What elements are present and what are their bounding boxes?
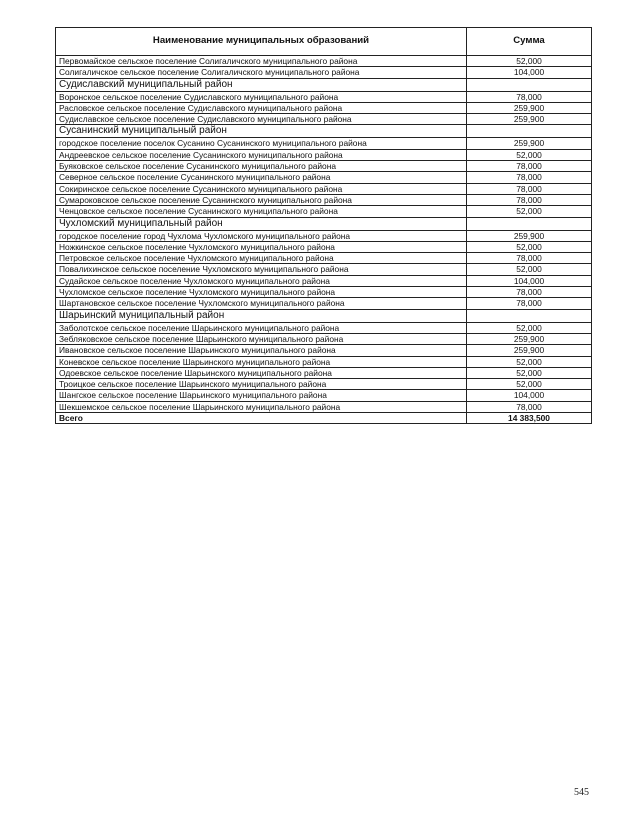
table-row xyxy=(56,194,592,205)
table-row xyxy=(56,401,592,412)
table-row xyxy=(56,172,592,183)
table-row xyxy=(56,149,592,160)
amount-cell xyxy=(467,78,592,91)
amount-cell: 259,900 xyxy=(467,138,592,149)
municipality-name-cell: Северное сельское поселение Сусанинского муниципального района xyxy=(56,172,467,183)
total-row xyxy=(56,413,592,424)
table-row xyxy=(56,91,592,102)
municipality-name-cell: городское поселение поселок Сусанино Сусанинского муниципального района xyxy=(56,138,467,149)
municipality-name-cell: Расловское сельское поселение Судиславского муниципального района xyxy=(56,102,467,113)
municipality-name-cell: Повалихинское сельское поселение Чухломского муниципального района xyxy=(56,264,467,275)
amount-cell: 52,000 xyxy=(467,149,592,160)
municipality-name-cell: Ченцовское сельское поселение Сусанинского муниципального района xyxy=(56,206,467,217)
amount-cell: 78,000 xyxy=(467,91,592,102)
amount-cell: 104,000 xyxy=(467,390,592,401)
amount-cell: 259,900 xyxy=(467,114,592,125)
table-row xyxy=(56,390,592,401)
amount-cell: 104,000 xyxy=(467,275,592,286)
table-row xyxy=(56,275,592,286)
table-row xyxy=(56,183,592,194)
municipality-name-cell: Буяковское сельское поселение Сусанинского муниципального района xyxy=(56,161,467,172)
table-row xyxy=(56,161,592,172)
table-row xyxy=(56,241,592,252)
district-name-cell: Шарьинский муниципальный район xyxy=(56,309,467,322)
amount-cell xyxy=(467,309,592,322)
amount-cell: 52,000 xyxy=(467,56,592,67)
municipal-funding-table xyxy=(55,27,592,424)
table-body xyxy=(56,56,592,424)
amount-cell: 78,000 xyxy=(467,161,592,172)
amount-cell: 52,000 xyxy=(467,356,592,367)
table-header xyxy=(56,28,592,56)
amount-cell: 78,000 xyxy=(467,298,592,309)
table-row xyxy=(56,379,592,390)
table-row xyxy=(56,287,592,298)
municipality-name-cell: Чухломское сельское поселение Чухломского муниципального района xyxy=(56,287,467,298)
amount-cell: 52,000 xyxy=(467,206,592,217)
amount-cell: 259,900 xyxy=(467,230,592,241)
municipality-name-cell: Ножкинское сельское поселение Чухломского муниципального района xyxy=(56,241,467,252)
district-name-cell: Сусанинский муниципальный район xyxy=(56,125,467,138)
municipality-name-cell: Шекшемское сельское поселение Шарьинского муниципального района xyxy=(56,401,467,412)
municipality-name-cell: Первомайское сельское поселение Солигаличского муниципального района xyxy=(56,56,467,67)
amount-cell: 52,000 xyxy=(467,322,592,333)
page-number: 545 xyxy=(574,787,589,798)
table-row xyxy=(56,333,592,344)
municipality-name-cell: городское поселение город Чухлома Чухломского муниципального района xyxy=(56,230,467,241)
total-amount-cell: 14 383,500 xyxy=(467,413,592,424)
amount-cell: 259,900 xyxy=(467,333,592,344)
table-row xyxy=(56,67,592,78)
municipality-name-cell: Шартановское сельское поселение Чухломского муниципального района xyxy=(56,298,467,309)
municipality-name-cell: Сокиринское сельское поселение Сусанинского муниципального района xyxy=(56,183,467,194)
district-name-cell: Судиславский муниципальный район xyxy=(56,78,467,91)
amount-cell: 78,000 xyxy=(467,401,592,412)
municipality-name-cell: Судиславское сельское поселение Судиславского муниципального района xyxy=(56,114,467,125)
amount-cell: 259,900 xyxy=(467,345,592,356)
amount-cell xyxy=(467,217,592,230)
amount-cell: 52,000 xyxy=(467,379,592,390)
amount-cell: 78,000 xyxy=(467,253,592,264)
amount-cell: 52,000 xyxy=(467,241,592,252)
municipality-name-cell: Шангское сельское поселение Шарьинского муниципального района xyxy=(56,390,467,401)
municipality-name-cell: Ивановское сельское поселение Шарьинского муниципального района xyxy=(56,345,467,356)
amount-cell: 78,000 xyxy=(467,194,592,205)
table-row xyxy=(56,138,592,149)
amount-cell: 52,000 xyxy=(467,264,592,275)
table-row xyxy=(56,253,592,264)
municipality-name-cell: Заболотское сельское поселение Шарьинского муниципального района xyxy=(56,322,467,333)
header-row xyxy=(56,28,592,56)
table-row xyxy=(56,367,592,378)
column-header-sum: Сумма xyxy=(467,28,592,56)
amount-cell: 259,900 xyxy=(467,102,592,113)
amount-cell: 78,000 xyxy=(467,287,592,298)
municipality-name-cell: Солигаличское сельское поселение Солигаличского муниципального района xyxy=(56,67,467,78)
district-header-row xyxy=(56,78,592,91)
district-header-row xyxy=(56,217,592,230)
table-row xyxy=(56,356,592,367)
municipality-name-cell: Андреевское сельское поселение Сусанинского муниципального района xyxy=(56,149,467,160)
amount-cell: 78,000 xyxy=(467,172,592,183)
table-row xyxy=(56,206,592,217)
municipality-name-cell: Коневское сельское поселение Шарьинского муниципального района xyxy=(56,356,467,367)
municipality-name-cell: Одоевское сельское поселение Шарьинского муниципального района xyxy=(56,367,467,378)
column-header-name: Наименование муниципальных образований xyxy=(56,28,467,56)
district-name-cell: Чухломский муниципальный район xyxy=(56,217,467,230)
amount-cell: 52,000 xyxy=(467,367,592,378)
table-row xyxy=(56,322,592,333)
table-row xyxy=(56,264,592,275)
municipality-name-cell: Воронское сельское поселение Судиславского муниципального района xyxy=(56,91,467,102)
table-row xyxy=(56,230,592,241)
table-row xyxy=(56,56,592,67)
amount-cell xyxy=(467,125,592,138)
table-row xyxy=(56,345,592,356)
municipality-name-cell: Зебляковское сельское поселение Шарьинского муниципального района xyxy=(56,333,467,344)
district-header-row xyxy=(56,309,592,322)
district-header-row xyxy=(56,125,592,138)
municipality-name-cell: Петровское сельское поселение Чухломского муниципального района xyxy=(56,253,467,264)
total-label-cell: Всего xyxy=(56,413,467,424)
municipality-name-cell: Троицкое сельское поселение Шарьинского муниципального района xyxy=(56,379,467,390)
amount-cell: 78,000 xyxy=(467,183,592,194)
table-row xyxy=(56,298,592,309)
amount-cell: 104,000 xyxy=(467,67,592,78)
municipality-name-cell: Сумароковское сельское поселение Сусанинского муниципального района xyxy=(56,194,467,205)
table-row xyxy=(56,114,592,125)
municipality-name-cell: Судайское сельское поселение Чухломского муниципального района xyxy=(56,275,467,286)
table-row xyxy=(56,102,592,113)
